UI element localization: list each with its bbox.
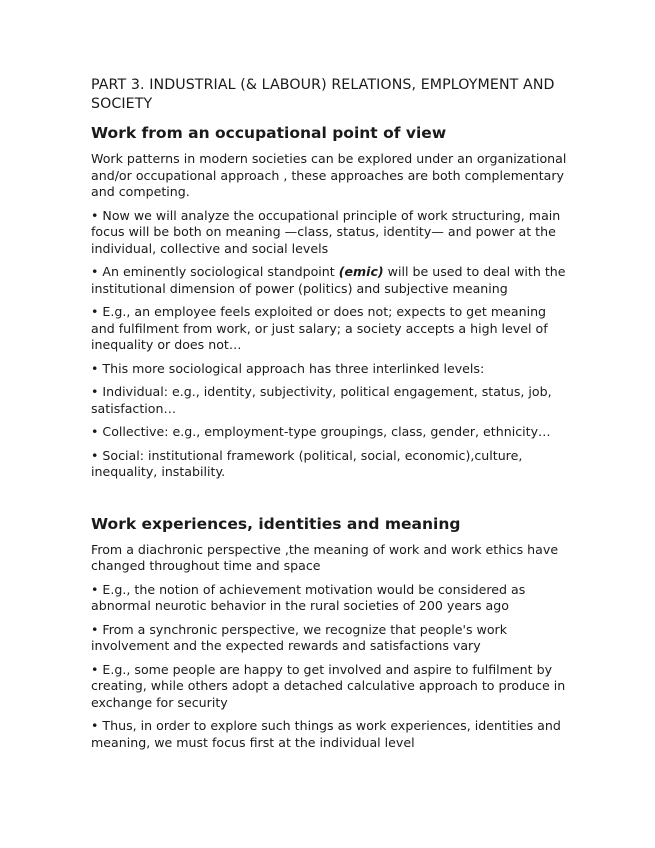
bullet-employee-example: • E.g., an employee feels exploited or does not; expects to get meaning and fulfilment from work, or just salary; a society accepts a high level of inequality or does not… — [91, 304, 548, 352]
part-title: PART 3. INDUSTRIAL (& LABOUR) RELATIONS, EMPLOYMENT AND SOCIETY — [91, 77, 555, 112]
bullet-three-levels: • This more sociological approach has three interlinked levels: — [91, 360, 485, 376]
section-heading-experiences: Work experiences, identities and meaning — [91, 514, 461, 533]
emic-term: (emic) — [338, 264, 384, 279]
section-spacer — [91, 488, 571, 514]
standpoint-text-before: • An eminently sociological standpoint — [91, 264, 339, 279]
paragraph-intro-diachronic: From a diachronic perspective ,the meaning of work and work ethics have changed throughout time and space — [91, 541, 559, 573]
bullet-social-level: • Social: institutional framework (political, social, economic),culture, inequality, instability. — [91, 447, 523, 479]
paragraph-intro-occupational: Work patterns in modern societies can be explored under an organizational and/or occupational approach , these approaches are both complementary and competing. — [91, 151, 567, 199]
bullet-individual-focus: • Thus, in order to explore such things as work experiences, identities and meaning, we must focus first at the individual level — [91, 718, 561, 750]
bullet-collective-level: • Collective: e.g., employment-type groupings, class, gender, ethnicity… — [91, 424, 551, 439]
bullet-synchronic-perspective: • From a synchronic perspective, we recognize that people's work involvement and the expected rewards and satisfactions vary — [91, 621, 507, 653]
bullet-achievement-example: • E.g., the notion of achievement motivation would be considered as abnormal neurotic behavior in the rural societies of 200 years ago — [91, 581, 526, 613]
bullet-individual-level: • Individual: e.g., identity, subjectivity, political engagement, status, job, satisfaction… — [91, 384, 552, 416]
standpoint-text-after: will be used to deal with the institutional dimension of power (politics) and subjective meaning — [91, 264, 566, 296]
document-content — [91, 76, 571, 758]
bullet-fulfilment-example: • E.g., some people are happy to get involved and aspire to fulfilment by creating, while others adopt a detached calculative approach to produce in exchange for security — [91, 661, 566, 710]
bullet-sociological-standpoint — [91, 264, 571, 297]
bullet-occupational-principle: • Now we will analyze the occupational principle of work structuring, main focus will be both on meaning —class, status, identity— and power at the individual, collective and social levels — [91, 207, 561, 256]
section-heading-occupational: Work from an occupational point of view — [91, 124, 447, 142]
